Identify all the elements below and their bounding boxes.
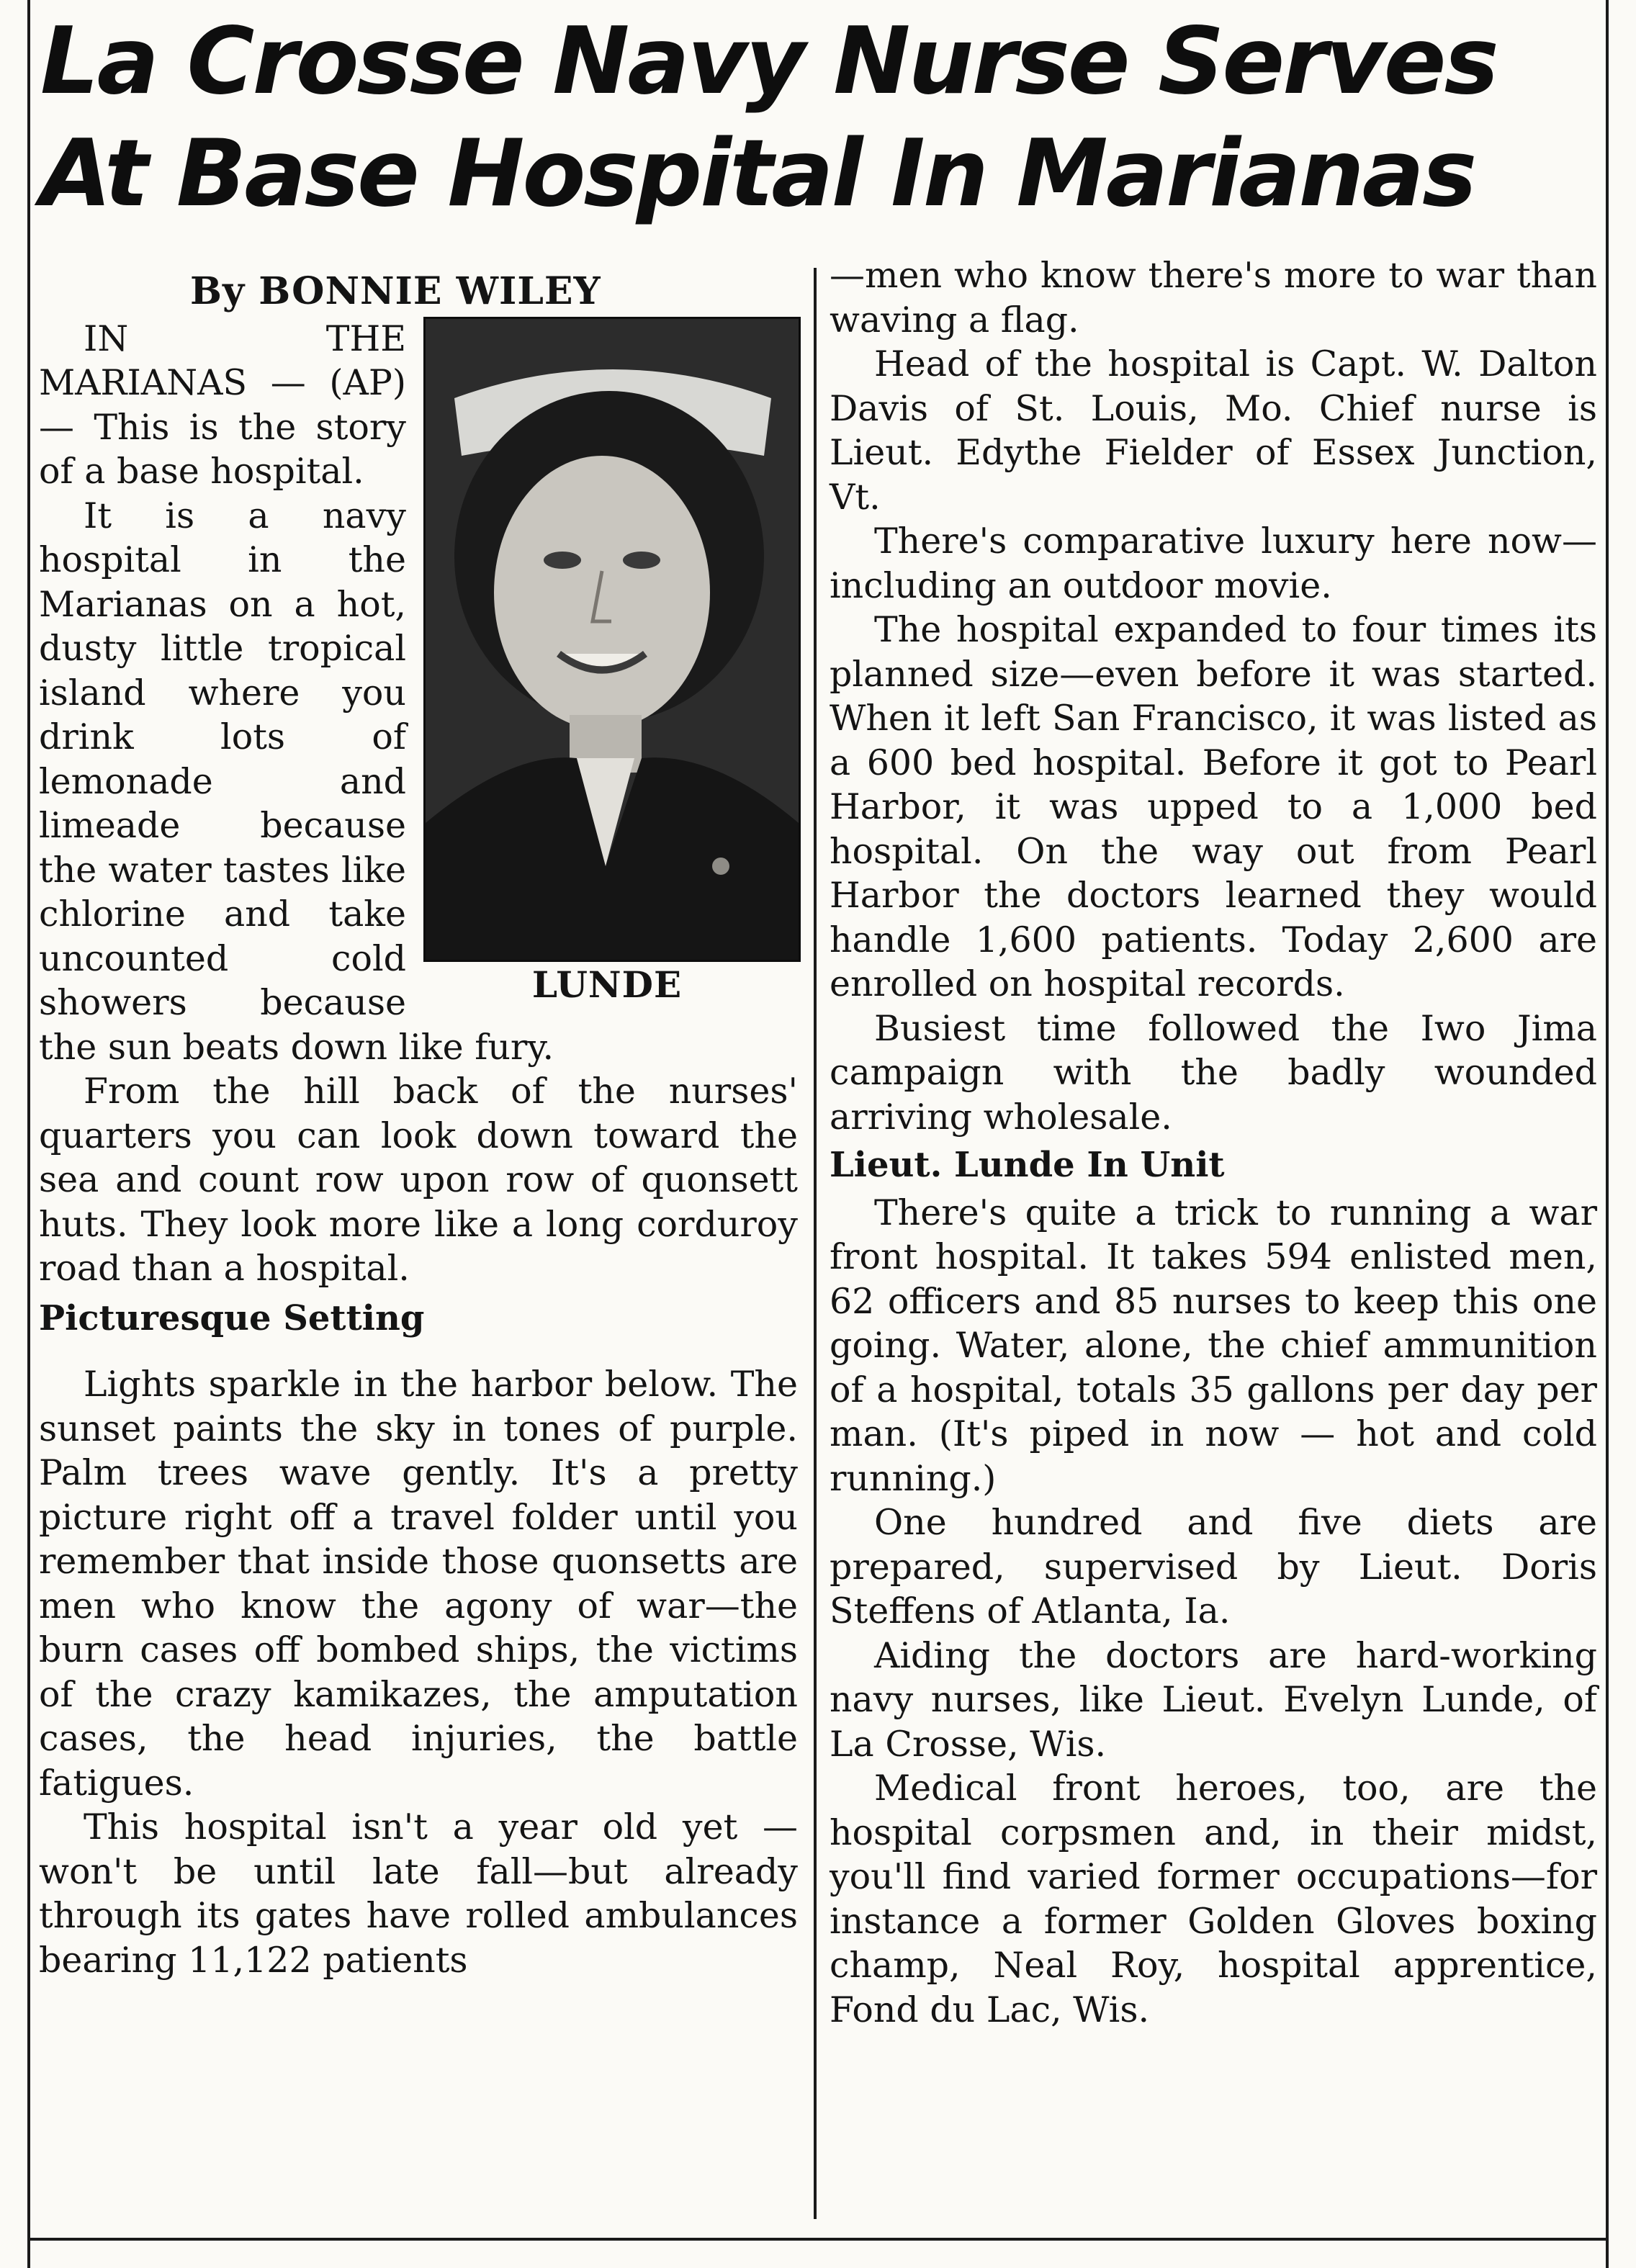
right-paragraph-9: Medical front heroes, too, are the hospital corpsmen and, in their midst, you'll find varied former occupations—for instance a former Golden Gloves boxing champ, Neal Roy, hospital apprentice, Fond du Lac, Wis. [830, 1768, 1597, 2030]
right-paragraph-7: One hundred and five diets are prepared, supervised by Lieut. Doris Steffens of Atlanta, Ia. [830, 1502, 1597, 1632]
subhead-lieut-lunde: Lieut. Lunde In Unit [830, 1145, 1225, 1185]
column-divider-rule [814, 268, 817, 2219]
headline-line-1: La Crosse Navy Nurse Serves [40, 8, 1497, 115]
photo-caption: LUNDE [531, 963, 683, 1006]
nurse-photo [416, 317, 798, 1008]
left-paragraph-1: IN THE MARIANAS — (AP) — This is the story of a base hospital. [39, 318, 406, 492]
bottom-rule [27, 2238, 1609, 2241]
right-column [830, 253, 1597, 2032]
left-paragraph-5: This hospital isn't a year old yet —won't be until late fall—but already through its gates have rolled ambulances bearing 11,122 patients [39, 1806, 798, 1981]
headline [40, 6, 1588, 230]
right-border-rule [1606, 0, 1609, 2268]
right-paragraph-1: —men who know there's more to war than waving a flag. [830, 255, 1597, 341]
left-paragraph-4: Lights sparkle in the harbor below. The sunset paints the sky in tones of purple. Palm trees wave gently. It's a pretty picture right off a travel folder until you remember that inside those quonsetts are men who know the agony of war—the burn cases off bombed ships, the victims of the crazy kamikazes, the amputation cases, the head injuries, the battle fatigues. [39, 1364, 798, 1804]
byline: By BONNIE WILEY [190, 269, 601, 313]
right-paragraph-4: The hospital expanded to four times its planned size—even before it was started. When it left San Francisco, it was listed as a 600 bed hospital. Before it got to Pearl Harbor, it was upped to a 1,000 bed hospital. On the way out from Pearl Harbor the doctors learned they would handle 1,600 patients. Today 2,600 are enrolled on hospital records. [830, 609, 1597, 1004]
right-paragraph-8: Aiding the doctors are hard-working navy nurses, like Lieut. Evelyn Lunde, of La Crosse, Wis. [830, 1634, 1597, 1765]
left-paragraph-2: It is a navy hospital in the Marianas on a hot, dusty little tropical island where you drink lots of lemonade and limeade because the water tastes like chlorine and take uncounted cold showers because the sun beats down like fury. [39, 495, 554, 1068]
subhead-picturesque-setting: Picturesque Setting [39, 1297, 425, 1338]
portrait-illustration [426, 319, 799, 960]
headline-line-2: At Base Hospital In Marianas [40, 120, 1475, 228]
left-column [39, 269, 798, 1982]
right-paragraph-5: Busiest time followed the Iwo Jima campaign with the badly wounded arriving wholesale. [830, 1007, 1597, 1138]
left-paragraph-3: From the hill back of the nurses' quarters you can look down toward the sea and count row upon row of quonsett huts. They look more like a long corduroy road than a hospital. [39, 1071, 798, 1289]
right-paragraph-2: Head of the hospital is Capt. W. Dalton Davis of St. Louis, Mo. Chief nurse is Lieut. Edythe Fielder of Essex Junction, Vt. [830, 343, 1597, 518]
portrait-photo-icon [423, 317, 801, 962]
left-border-rule [27, 0, 30, 2268]
right-paragraph-6: There's quite a trick to running a war front hospital. It takes 594 enlisted men, 62 officers and 85 nurses to keep this one going. Water, alone, the chief ammunition of a hospital, totals 35 gallons per day per man. (It's piped in now — hot and cold running.) [830, 1192, 1597, 1499]
right-paragraph-3: There's comparative luxury here now—including an outdoor movie. [830, 521, 1597, 606]
